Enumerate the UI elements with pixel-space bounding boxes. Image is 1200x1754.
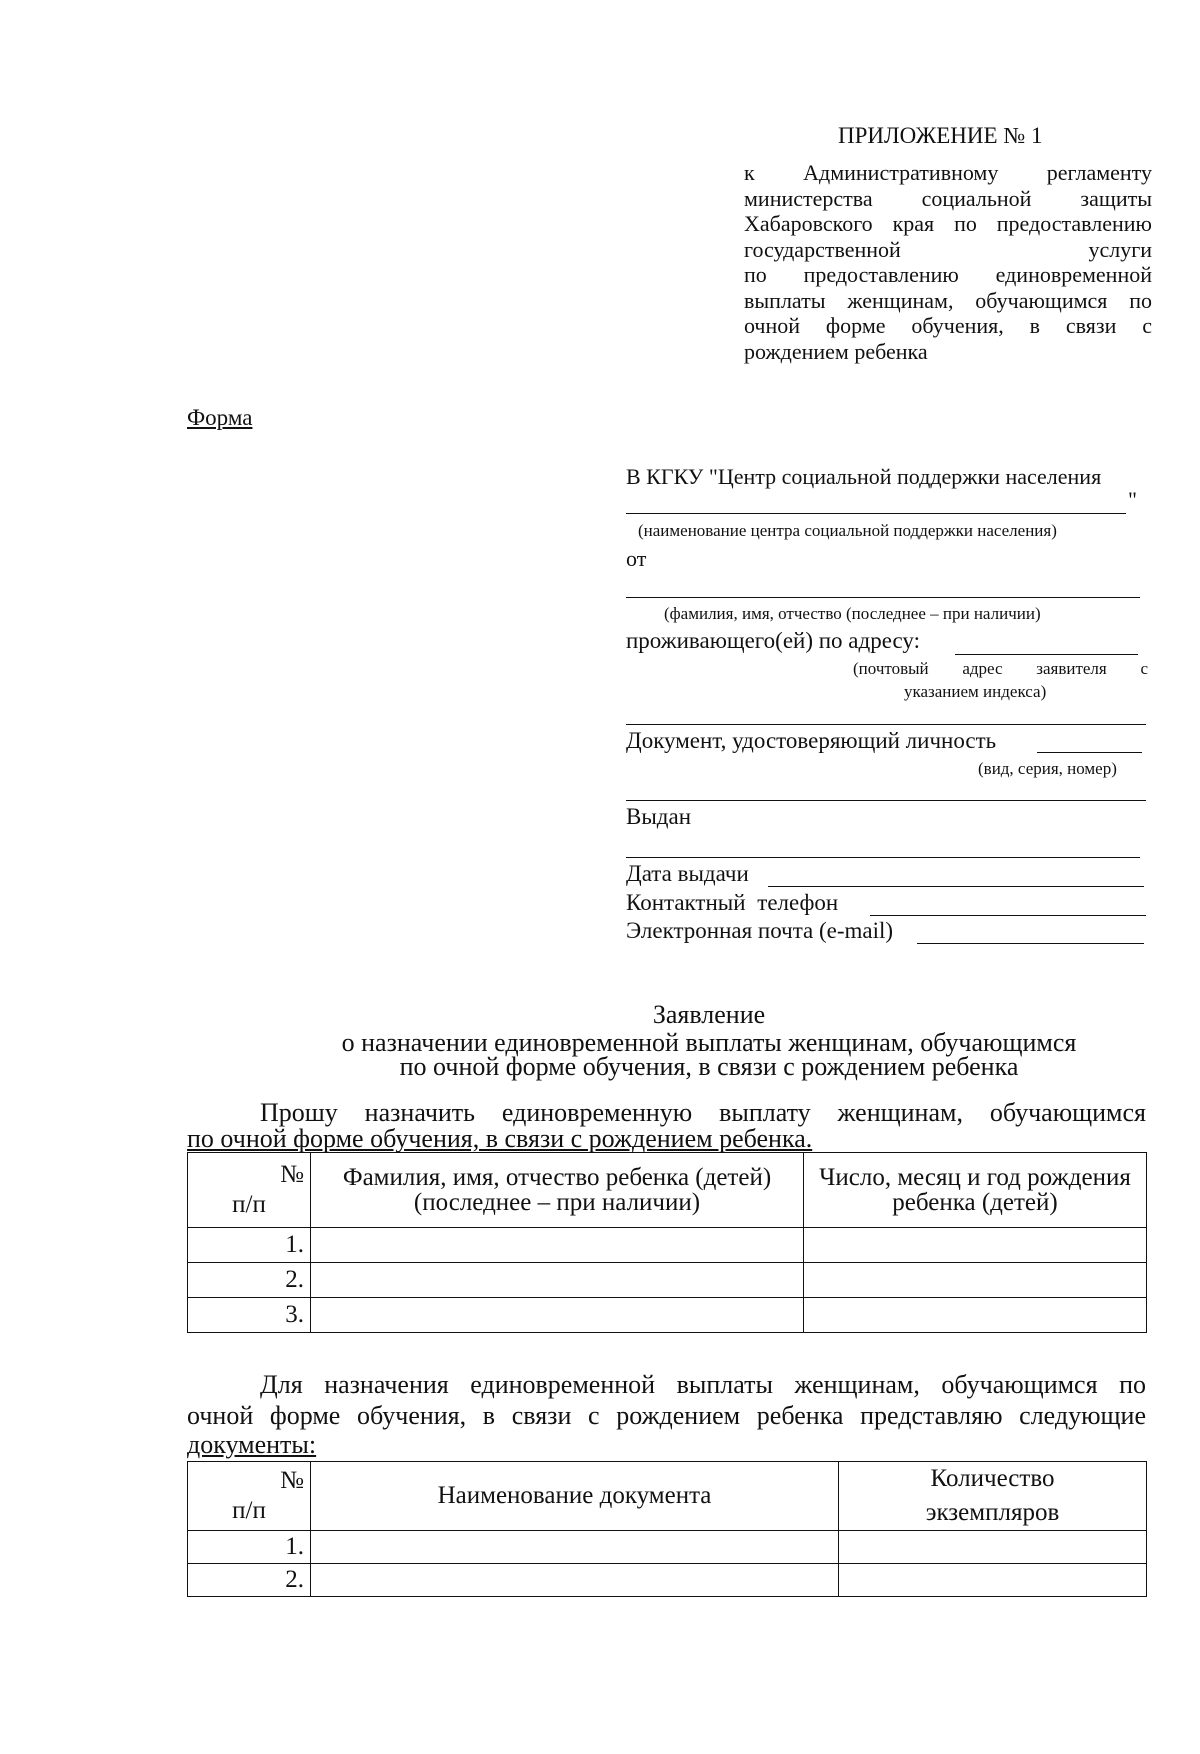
addressee-to-line: В КГКУ "Центр социальной поддержки населения (626, 464, 1102, 489)
birth-date-cell[interactable] (804, 1298, 1147, 1333)
appendix-line: государственной услуги (744, 236, 1152, 262)
header-number-line-1: № (280, 1467, 304, 1494)
table-row (188, 1531, 1147, 1564)
identity-document-field-continued[interactable] (626, 800, 1146, 801)
address-field[interactable] (955, 654, 1138, 655)
table-row (188, 1564, 1147, 1597)
table-row (188, 1298, 1147, 1333)
applicant-name-hint: (фамилия, имя, отчество (последнее – при наличии) (664, 604, 1041, 623)
phone-field[interactable] (870, 915, 1146, 916)
phone-label: Контактный телефон (626, 890, 839, 915)
application-title: Заявление (652, 1000, 766, 1029)
appendix-title: ПРИЛОЖЕНИЕ № 1 (838, 123, 1043, 148)
table-header-row (188, 1153, 1147, 1228)
address-label: проживающего(ей) по адресу: (626, 628, 920, 653)
documents-intro-line-3: документы: (187, 1430, 317, 1459)
row-number: 1. (188, 1228, 311, 1263)
identity-document-field[interactable] (1037, 752, 1142, 753)
identity-document-label: Документ, удостоверяющий личность (626, 728, 997, 753)
children-table (187, 1152, 1147, 1333)
request-text-line-2: по очной форме обучения, в связи с рождением ребенка. (187, 1124, 813, 1153)
appendix-line: очной форме обучения, в связи с (744, 313, 1152, 338)
issued-by-field[interactable] (626, 857, 1140, 858)
row-number: 1. (188, 1531, 311, 1564)
documents-intro-line-1: Для назначения единовременной выплаты женщинам, обучающимся по (260, 1370, 1146, 1399)
child-name-cell[interactable] (311, 1228, 804, 1263)
email-label: Электронная почта (e-mail) (626, 918, 894, 943)
row-number: 2. (188, 1263, 311, 1298)
issued-label: Выдан (626, 804, 692, 829)
issue-date-field[interactable] (768, 886, 1144, 887)
table-header-row (188, 1462, 1147, 1531)
child-name-cell[interactable] (311, 1263, 804, 1298)
header-number-line-2: п/п (232, 1497, 266, 1524)
appendix-line: рождением ребенка (744, 338, 928, 364)
header-copies-count: Количество экземпляров (839, 1462, 1147, 1531)
issue-date-label: Дата выдачи (626, 861, 749, 886)
quote-mark: " (1128, 487, 1137, 512)
application-subtitle-1: о назначении единовременной выплаты женщинам, обучающимся (341, 1028, 1077, 1057)
header-number-line-2: п/п (232, 1191, 266, 1218)
header-child-name: Фамилия, имя, отчество ребенка (детей) (последнее – при наличии) (311, 1153, 804, 1228)
table-row (188, 1228, 1147, 1263)
applicant-name-field[interactable] (626, 597, 1140, 598)
child-name-cell[interactable] (311, 1298, 804, 1333)
appendix-line: министерства социальной защиты (744, 185, 1152, 211)
documents-table (187, 1461, 1147, 1597)
center-name-field[interactable] (626, 513, 1126, 514)
appendix-line: Хабаровского края по предоставлению (744, 211, 1152, 236)
appendix-line: к Административному регламенту (744, 160, 1152, 185)
birth-date-cell[interactable] (804, 1228, 1147, 1263)
address-hint-1: (почтовый адрес заявителя с (853, 659, 1148, 678)
header-number (188, 1153, 311, 1228)
address-hint-2: указанием индекса) (904, 682, 1047, 701)
header-birth-date: Число, месяц и год рождения ребенка (детей) (804, 1153, 1147, 1228)
email-field[interactable] (917, 943, 1144, 944)
appendix-line: по предоставлению единовременной (744, 262, 1152, 287)
birth-date-cell[interactable] (804, 1263, 1147, 1298)
from-label: от (626, 546, 647, 571)
application-subtitle-2: по очной форме обучения, в связи с рождением ребенка (399, 1052, 1019, 1081)
copies-count-cell[interactable] (839, 1564, 1147, 1597)
appendix-reference (744, 160, 1152, 364)
documents-intro-line-2: очной форме обучения, в связи с рождением ребенка представляю следующие (187, 1401, 1146, 1430)
row-number: 3. (188, 1298, 311, 1333)
document-name-cell[interactable] (311, 1564, 839, 1597)
header-document-name: Наименование документа (311, 1462, 839, 1531)
header-number-line-1: № (280, 1161, 304, 1188)
copies-count-cell[interactable] (839, 1531, 1147, 1564)
header-number (188, 1462, 311, 1531)
request-text-line-1: Прошу назначить единовременную выплату женщинам, обучающимся (260, 1098, 1146, 1127)
row-number: 2. (188, 1564, 311, 1597)
address-field-continued[interactable] (626, 724, 1146, 725)
form-label: Форма (187, 405, 253, 430)
document-name-cell[interactable] (311, 1531, 839, 1564)
appendix-line: выплаты женщинам, обучающимся по (744, 287, 1152, 313)
center-name-hint: (наименование центра социальной поддержки населения) (638, 521, 1057, 540)
table-row (188, 1263, 1147, 1298)
identity-document-hint: (вид, серия, номер) (978, 759, 1117, 778)
